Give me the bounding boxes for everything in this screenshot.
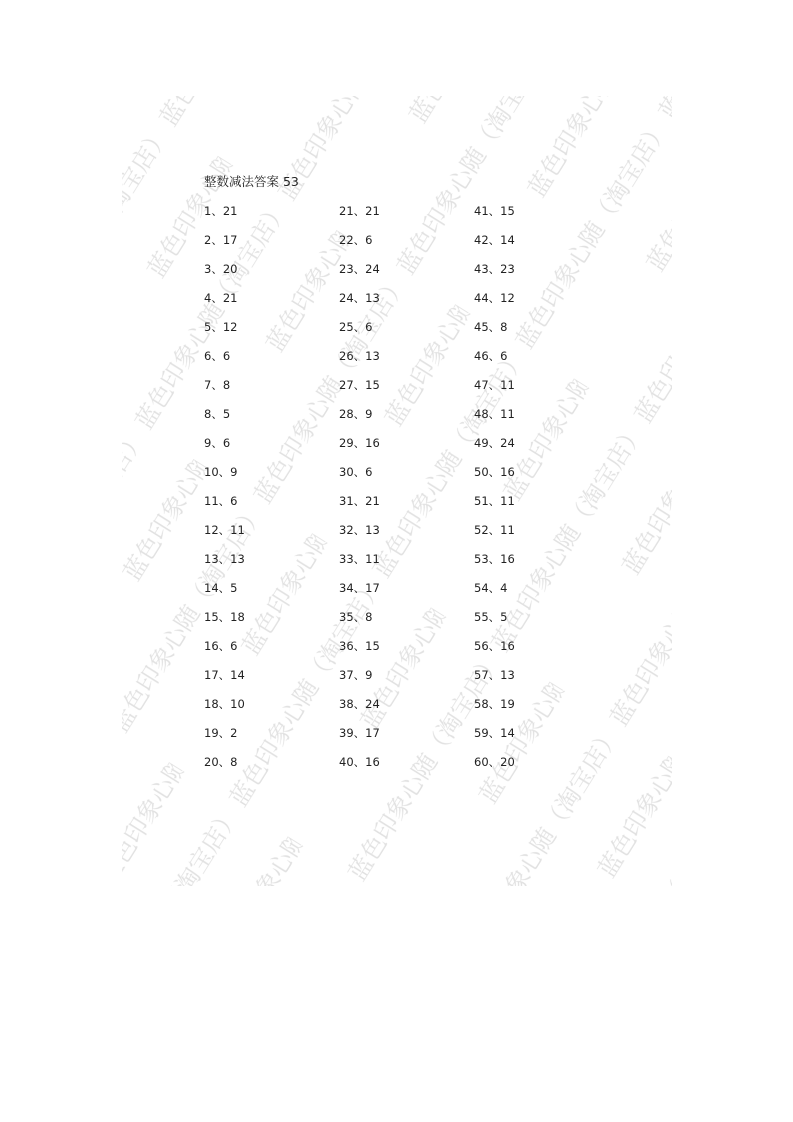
answer-item: 23、24 [339,262,380,276]
answer-item: 7、8 [204,378,231,392]
answer-item: 43、23 [474,262,515,276]
answer-item: 40、16 [339,755,380,769]
answer-item: 2、17 [204,233,238,247]
answer-item: 1、21 [204,204,238,218]
answer-item: 42、14 [474,233,515,247]
answer-column-2 [339,202,380,782]
answer-item: 21、21 [339,204,380,218]
page-title: 整数减法答案 53 [204,174,299,189]
answer-item: 26、13 [339,349,380,363]
answer-item: 13、13 [204,552,245,566]
answer-item: 39、17 [339,726,380,740]
answer-item: 17、14 [204,668,245,682]
answer-item: 58、19 [474,697,515,711]
answer-item: 59、14 [474,726,515,740]
answer-item: 33、11 [339,552,380,566]
answer-item: 47、11 [474,378,515,392]
answer-item: 8、5 [204,407,231,421]
answer-item: 38、24 [339,697,380,711]
answer-item: 20、8 [204,755,238,769]
answer-item: 5、12 [204,320,238,334]
answer-item: 52、11 [474,523,515,537]
answer-item: 22、6 [339,233,373,247]
answer-item: 35、8 [339,610,373,624]
answer-item: 54、4 [474,581,508,595]
answer-item: 55、5 [474,610,508,624]
answer-item: 12、11 [204,523,245,537]
answer-item: 10、9 [204,465,238,479]
answer-item: 49、24 [474,436,515,450]
answer-item: 60、20 [474,755,515,769]
answer-item: 56、16 [474,639,515,653]
answer-item: 36、15 [339,639,380,653]
answer-column-1 [204,202,245,782]
answer-item: 27、15 [339,378,380,392]
answer-item: 32、13 [339,523,380,537]
answer-item: 19、2 [204,726,238,740]
answer-item: 11、6 [204,494,238,508]
answer-item: 28、9 [339,407,373,421]
answer-item: 24、13 [339,291,380,305]
answer-item: 15、18 [204,610,245,624]
answer-item: 41、15 [474,204,515,218]
answer-item: 51、11 [474,494,515,508]
answer-item: 34、17 [339,581,380,595]
answer-item: 30、6 [339,465,373,479]
answer-item: 3、20 [204,262,238,276]
answer-item: 45、8 [474,320,508,334]
answer-item: 4、21 [204,291,238,305]
answer-item: 46、6 [474,349,508,363]
answer-item: 44、12 [474,291,515,305]
answer-item: 9、6 [204,436,231,450]
answer-item: 6、6 [204,349,231,363]
answer-item: 48、11 [474,407,515,421]
answer-item: 50、16 [474,465,515,479]
answer-item: 18、10 [204,697,245,711]
answer-item: 14、5 [204,581,238,595]
answer-column-3 [474,202,515,782]
answer-grid [204,202,624,782]
answer-item: 25、6 [339,320,373,334]
answer-item: 57、13 [474,668,515,682]
answer-item: 31、21 [339,494,380,508]
answer-item: 53、16 [474,552,515,566]
answer-item: 29、16 [339,436,380,450]
answer-item: 16、6 [204,639,238,653]
answer-item: 37、9 [339,668,373,682]
